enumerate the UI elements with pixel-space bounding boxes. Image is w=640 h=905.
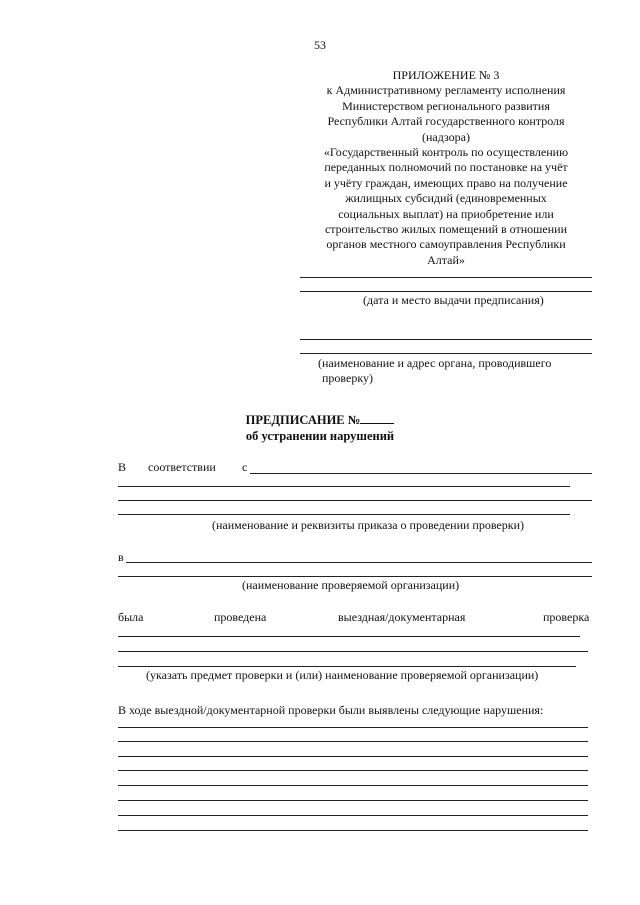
order-line xyxy=(118,486,570,487)
appendix-line: ПРИЛОЖЕНИЕ № 3 xyxy=(392,68,500,82)
violations-line xyxy=(118,800,588,801)
order-line xyxy=(118,500,592,501)
subject-line xyxy=(118,636,580,637)
appendix-line: и учёту граждан, имеющих право на получение xyxy=(324,175,568,190)
violations-line xyxy=(118,770,588,771)
organ-line xyxy=(300,353,592,354)
appendix-line: «Государственный контроль по осуществлению xyxy=(323,145,569,160)
title-text: ПРЕДПИСАНИЕ № xyxy=(245,413,361,427)
organ-caption: (наименование и адрес органа, проводившего xyxy=(318,356,552,370)
order-line xyxy=(118,514,570,515)
subject-line xyxy=(118,666,576,667)
appendix-header xyxy=(300,68,592,268)
section3-word: была xyxy=(118,610,144,624)
organization-line xyxy=(118,576,592,577)
appendix-line: строительство жилых помещений в отношении xyxy=(324,222,568,237)
subject-line xyxy=(118,651,588,652)
subject-caption: (указать предмет проверки и (или) наименование проверяемой организации) xyxy=(146,668,539,682)
section2-prefix: в xyxy=(118,550,124,564)
section3-word: проверка xyxy=(543,610,590,624)
violations-line xyxy=(118,785,588,786)
page-number: 53 xyxy=(314,38,326,52)
issue-date-caption: (дата и место выдачи предписания) xyxy=(363,293,544,307)
order-line xyxy=(250,473,592,474)
organization-caption: (наименование проверяемой организации) xyxy=(242,578,460,592)
violations-intro: В ходе выездной/документарной проверки были выявлены следующие нарушения: xyxy=(118,703,544,717)
violations-line xyxy=(118,727,588,728)
organ-caption: проверку) xyxy=(322,371,373,385)
section3-word: проведена xyxy=(214,610,267,624)
section3-word: выездная/документарная xyxy=(338,610,466,624)
violations-line xyxy=(118,815,588,816)
violations-line xyxy=(118,756,588,757)
appendix-line: Алтай» xyxy=(427,252,465,267)
appendix-line: социальных выплат) на приобретение или xyxy=(338,206,554,221)
issue-date-line xyxy=(300,277,592,278)
section1-word: В xyxy=(118,460,127,474)
organization-line xyxy=(126,562,592,563)
appendix-line: Республики Алтай государственного контроля xyxy=(327,114,565,129)
section1-word: соответствии xyxy=(148,460,216,474)
appendix-line: переданных полномочий по постановке на учёт xyxy=(324,160,568,175)
appendix-line: жилищных субсидий (единовременных xyxy=(345,191,547,206)
document-subtitle: об устранении нарушений xyxy=(245,429,395,443)
violations-line xyxy=(118,741,588,742)
organ-line xyxy=(300,339,592,340)
issue-date-line xyxy=(300,291,592,292)
appendix-line: Министерством регионального развития xyxy=(342,98,550,113)
appendix-line: (надзора) xyxy=(422,129,470,144)
section1-word: с xyxy=(242,460,248,474)
violations-line xyxy=(118,830,588,831)
appendix-line: органов местного самоуправления Республики xyxy=(326,237,566,252)
number-blank xyxy=(360,412,394,424)
order-caption: (наименование и реквизиты приказа о проведении проверки) xyxy=(212,518,525,532)
appendix-line: к Административному регламенту исполнения xyxy=(326,83,566,98)
document-title xyxy=(0,412,640,428)
